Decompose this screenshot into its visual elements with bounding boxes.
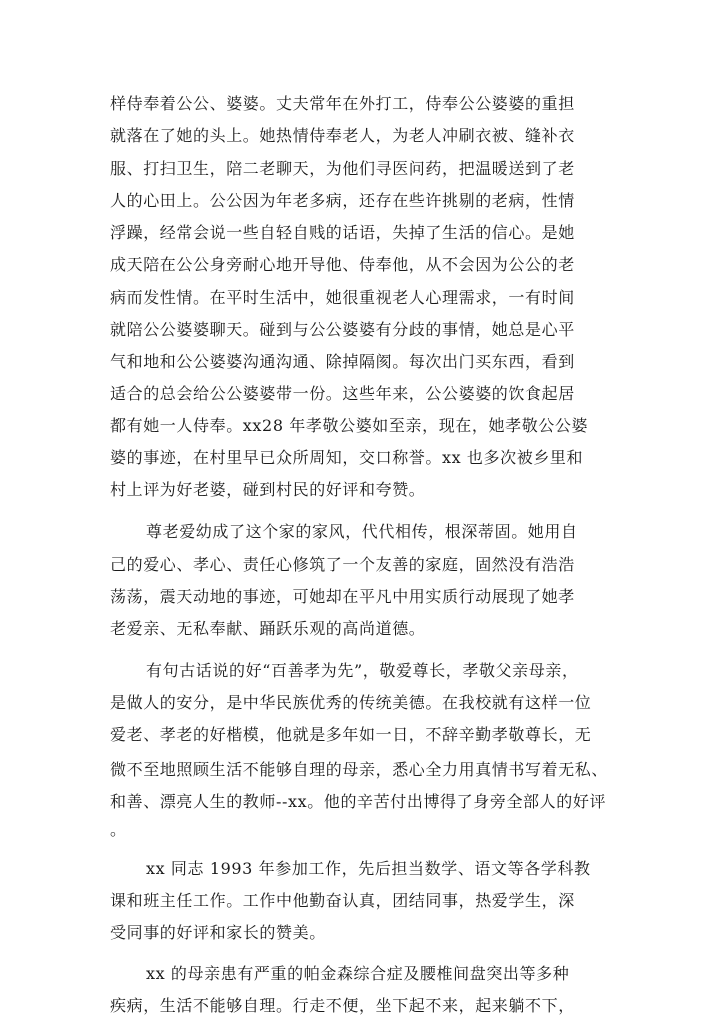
text-line: 己的爱心、孝心、责任心修筑了一个友善的家庭，固然没有浩浩	[110, 555, 575, 574]
text-line: 课和班主任工作。工作中他勤奋认真，团结同事，热爱学生，深	[110, 891, 575, 910]
paragraph-first-line: 尊老爱幼成了这个家的家风，代代相传，根深蒂固。她用自	[146, 522, 578, 541]
text-line: 样侍奉着公公、婆婆。丈夫常年在外打工，侍奉公公婆婆的重担	[110, 94, 575, 113]
text-line: 服、打扫卫生，陪二老聊天，为他们寻医问药，把温暖送到了老	[110, 159, 575, 178]
text-line: 病而发性情。在平时生活中，她很重视老人心理需求，一有时间	[110, 288, 575, 307]
paragraph-first-line: xx 同志 1993 年参加工作，先后担当数学、语文等各学科教	[146, 859, 591, 878]
text-line: 浮躁，经常会说一些自轻自贱的话语，失掉了生活的信心。是她	[110, 223, 575, 242]
text-line: 。	[110, 820, 127, 839]
text-line: 就落在了她的头上。她热情侍奉老人，为老人冲刷衣被、缝补衣	[110, 126, 575, 145]
paragraph-first-line: 有句古话说的好“百善孝为先”，敬爱尊长，孝敬父亲母亲，	[146, 661, 579, 680]
paragraph-first-line: xx 的母亲患有严重的帕金森综合症及腰椎间盘突出等多种	[146, 964, 570, 983]
text-line: 老爱亲、无私奉献、踊跃乐观的高尚道德。	[110, 619, 426, 638]
text-line: 适合的总会给公公婆婆带一份。这些年来，公公婆婆的饮食起居	[110, 384, 575, 403]
text-line: 气和地和公公婆婆沟通沟通、除掉隔阂。每次出门买东西，看到	[110, 352, 575, 371]
text-line: 受同事的好评和家长的赞美。	[110, 923, 326, 942]
text-line: 都有她一人侍奉。xx28 年孝敬公婆如至亲，现在，她孝敬公公婆	[110, 416, 589, 435]
text-line: 就陪公公婆婆聊天。碰到与公公婆婆有分歧的事情，她总是心平	[110, 320, 575, 339]
text-line: 是做人的安分，是中华民族优秀的传统美德。在我校就有这样一位	[110, 693, 592, 712]
text-line: 和善、漂亮人生的教师--xx。他的辛苦付出博得了身旁全部人的好评	[110, 792, 607, 811]
text-line: 人的心田上。公公因为年老多病，还存在些许挑剔的老病，性情	[110, 191, 575, 210]
text-line: 爱老、孝老的好楷模，他就是多年如一日，不辞辛勤孝敬尊长，无	[110, 725, 592, 744]
text-line: 成天陪在公公身旁耐心地开导他、侍奉他，从不会因为公公的老	[110, 255, 575, 274]
text-line: 荡荡，震天动地的事迹，可她却在平凡中用实质行动展现了她孝	[110, 587, 575, 606]
text-line: 疾病，生活不能够自理。行走不便，坐下起不来，起来躺不下，	[110, 996, 575, 1015]
text-line: 村上评为好老婆，碰到村民的好评和夸赞。	[110, 480, 426, 499]
text-line: 微不至地照顾生活不能够自理的母亲，悉心全力用真情书写着无私、	[110, 760, 609, 779]
text-line: 婆的事迹，在村里早已众所周知，交口称誉。xx 也多次被乡里和	[110, 448, 584, 467]
